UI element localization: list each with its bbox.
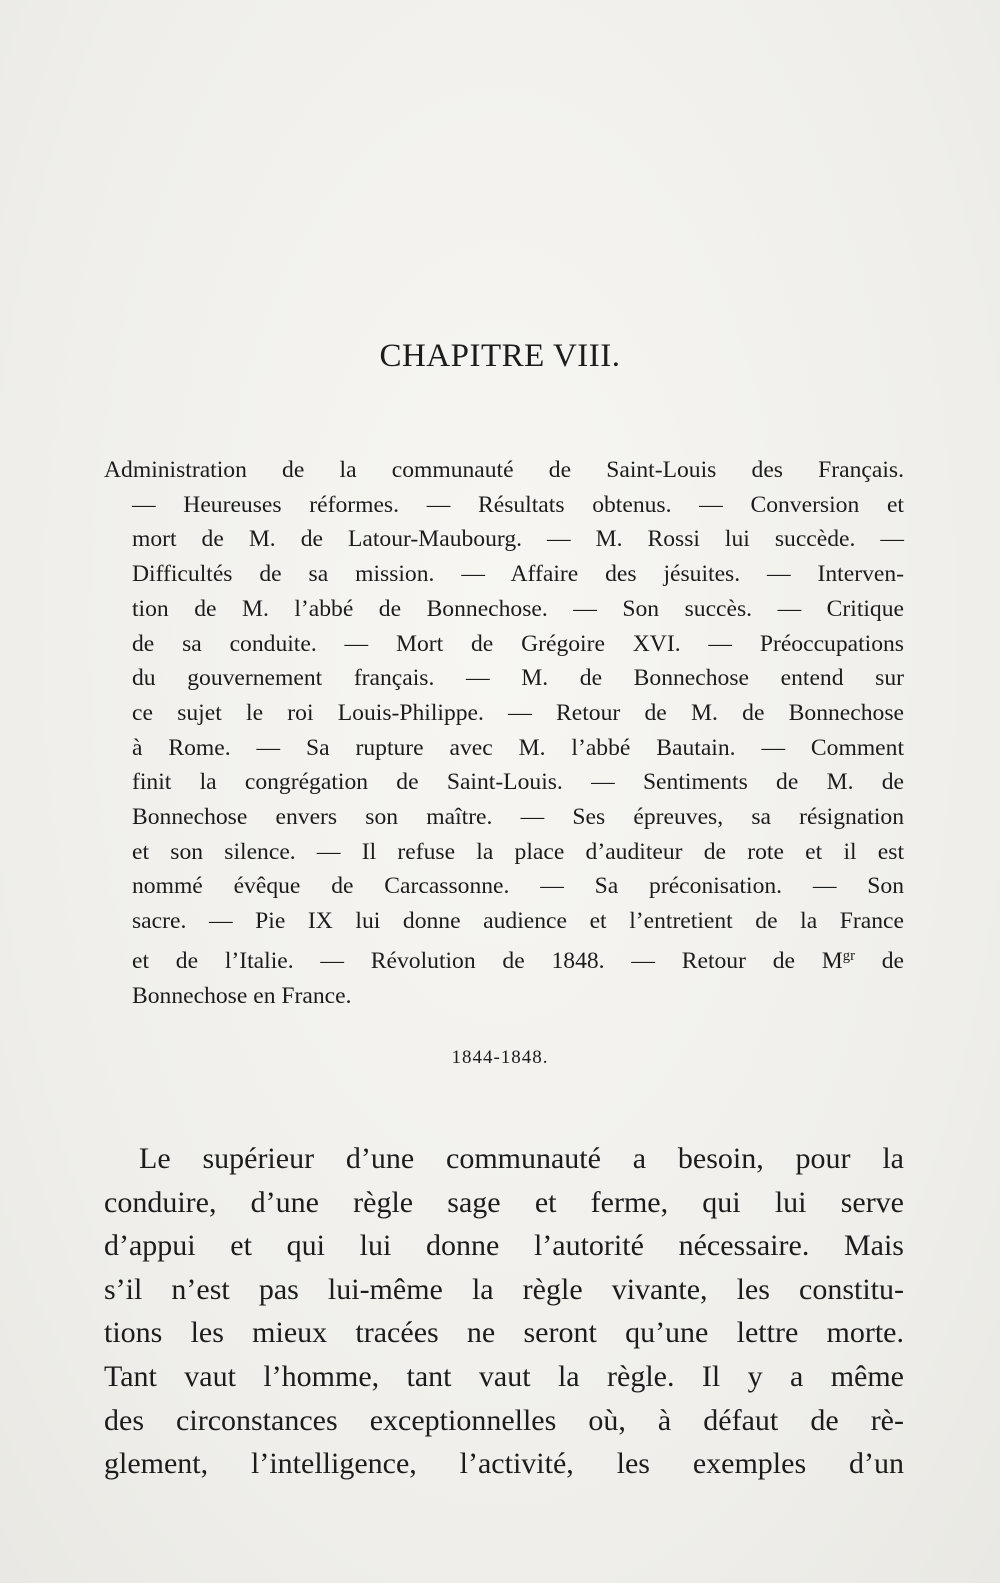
summary-line: Administration de la communauté de Saint-Louis des Français. [104,457,904,483]
summary-line: à Rome. — Sa rupture avec M. l’abbé Bautain. — Comment [132,734,904,761]
chapter-summary [104,453,904,1013]
summary-line: sacre. — Pie IX lui donne audience et l’entretient de la France [132,908,904,935]
body-line: glement, l’intelligence, l’activité, les exemples d’un [104,1447,904,1481]
body-line: Le supérieur d’une communauté a besoin, pour la [139,1142,904,1175]
summary-line: finit la congrégation de Saint-Louis. — Sentiments de M. de [132,769,904,796]
summary-line-with-superscript [104,939,904,979]
body-line: conduire, d’une règle sage et ferme, qui lui serve [104,1185,904,1219]
summary-line: tion de M. l’abbé de Bonnechose. — Son succès. — Critique [132,595,904,622]
summary-line: mort de M. de Latour-Maubourg. — M. Rossi lui succède. — [132,526,904,553]
summary-line: ce sujet le roi Louis-Philippe. — Retour de M. de Bonnechose [132,699,904,726]
summary-line-text: et de l’Italie. — Révolution de 1848. — Retour de M [132,947,843,974]
body-line: Tant vaut l’homme, tant vaut la règle. Il y a même [104,1359,904,1393]
summary-line: — Heureuses réformes. — Résultats obtenus. — Conversion et [132,491,904,518]
summary-line: du gouvernement français. — M. de Bonnechose entend sur [132,665,904,692]
body-line: des circonstances exceptionnelles où, à défaut de rè- [104,1403,904,1437]
summary-line: Bonnechose en France. [132,982,352,1009]
body-line: d’appui et qui lui donne l’autorité nécessaire. Mais [104,1229,904,1263]
chapter-title: CHAPITRE VIII. [379,338,621,374]
summary-line: Difficultés de sa mission. — Affaire des jésuites. — Interven- [132,561,904,588]
summary-line-tail: de [854,947,905,974]
summary-line: nommé évêque de Carcassonne. — Sa préconisation. — Son [132,873,904,900]
body-line: tions les mieux tracées ne seront qu’une lettre morte. [104,1316,904,1350]
body-paragraph [104,1137,904,1486]
body-line: s’il n’est pas lui-même la règle vivante, les constitu- [104,1272,904,1306]
superscript-abbreviation: gr [842,947,855,964]
chapter-dates: 1844-1848. [451,1047,549,1068]
summary-line: de sa conduite. — Mort de Grégoire XVI. — Préoccupations [132,630,904,657]
summary-line: Bonnechose envers son maître. — Ses épreuves, sa résignation [132,804,904,831]
summary-line: et son silence. — Il refuse la place d’auditeur de rote et il est [132,838,904,865]
